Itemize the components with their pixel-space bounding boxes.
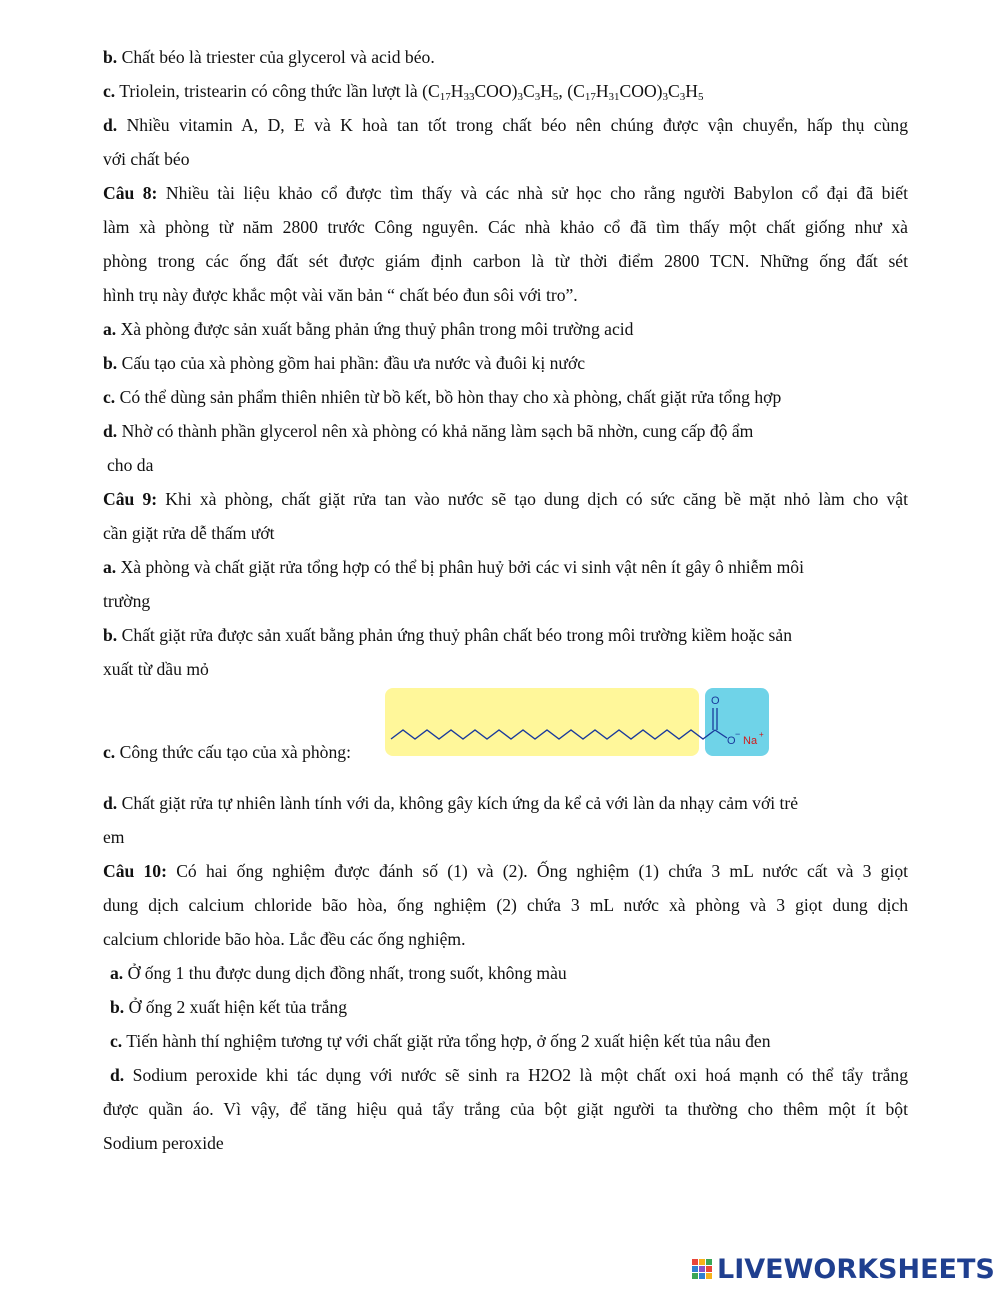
question-8-line-1 [103,176,908,210]
formula-part: H [685,81,699,101]
option-label: a. [103,319,117,339]
option-text: Triolein, tristearin có công thức lần lượt là (C [115,81,440,101]
question-text: làm xà phòng từ năm 2800 trước Công nguyên. Các nhà khảo cổ đã tìm thấy một chất giống như xà [103,217,908,237]
option-label: a. [110,963,124,983]
question-9-line-2 [103,516,908,550]
question-8-line-2 [103,210,908,244]
worksheet-page [103,40,908,1160]
option-label: d. [103,421,118,441]
statement-c-formula [103,74,908,108]
option-label: d. [103,793,118,813]
oxygen-atom: O [711,695,720,707]
q9-option-b-cont [103,652,908,686]
formula-part: H [450,81,464,101]
option-label: c. [103,81,116,101]
option-text: Ở ống 1 thu được dung dịch đồng nhất, trong suốt, không màu [123,963,567,983]
subscript: 3 [662,91,669,103]
q8-option-c [103,380,908,414]
subscript: 17 [439,91,451,103]
subscript: 5 [552,91,559,103]
option-label: b. [103,353,118,373]
q9-option-d [103,786,908,820]
q8-option-d-cont [103,448,908,482]
option-label: c. [110,1031,123,1051]
positive-charge: + [759,730,764,739]
question-9-line-1 [103,482,908,516]
sodium-ion: Na [743,735,758,747]
option-text: với chất béo [103,149,190,169]
formula-part: H [595,81,609,101]
subscript: 33 [463,91,475,103]
q10-option-b [103,990,908,1024]
option-text: Có thể dùng sản phẩm thiên nhiên từ bồ kết, bồ hòn thay cho xà phòng, chất giặt rửa tổng hợp [115,387,782,407]
option-text: Tiến hành thí nghiệm tương tự với chất giặt rửa tổng hợp, ở ống 2 xuất hiện kết tủa nâu đen [122,1031,771,1051]
q9-option-c-caption [103,735,351,769]
option-label: c. [103,742,116,762]
formula-part: COO) [619,81,663,101]
option-text: Ở ống 2 xuất hiện kết tủa trắng [124,997,347,1017]
option-text: được quần áo. Vì vậy, để tăng hiệu quả tẩy trắng của bột giặt người ta thường cho thêm một ít bột [103,1099,908,1119]
option-text: Cấu tạo của xà phòng gồm hai phần: đầu ưa nước và đuôi kị nước [117,353,586,373]
formula-part: C [522,81,535,101]
option-label: b. [103,47,118,67]
option-text: em [103,827,125,847]
question-text: Khi xà phòng, chất giặt rửa tan vào nước sẽ tạo dung dịch có sức căng bề mặt nhỏ làm cho vật [157,489,908,509]
q10-option-d-cont-1 [103,1092,908,1126]
q10-option-d [103,1058,908,1092]
subscript: 31 [608,91,620,103]
subscript: 3 [517,91,523,103]
question-text: calcium chloride bão hòa. Lắc đều các ống nghiệm. [103,929,466,949]
oxygen-anion: O [727,735,736,747]
q8-option-b [103,346,908,380]
question-text: hình trụ này được khắc một vài văn bản “ chất béo đun sôi với tro”. [103,285,578,305]
question-label: Câu 8: [103,183,158,203]
formula-part: COO) [474,81,518,101]
option-text: cho da [107,455,154,475]
question-text: Nhiều tài liệu khảo cổ được tìm thấy và các nhà sử học cho rằng người Babylon cổ đại đã biết [157,183,908,203]
q8-option-d [103,414,908,448]
liveworksheets-logo-icon [691,1257,713,1281]
subscript: 17 [584,91,596,103]
statement-d-vitamin-cont [103,142,908,176]
option-label: b. [110,997,125,1017]
question-8-line-4 [103,278,908,312]
option-label: d. [103,115,118,135]
option-label: a. [103,557,117,577]
q9-option-d-cont [103,820,908,854]
option-text: Xà phòng được sản xuất bằng phản ứng thuỷ phân trong môi trường acid [116,319,634,339]
option-text: trường [103,591,151,611]
formula-part: , (C [558,81,585,101]
q9-option-a-cont [103,584,908,618]
option-label: c. [103,387,116,407]
brand-wordmark: LIVEWORKSHEETS [717,1253,995,1285]
option-text: Công thức cấu tạo của xà phòng: [115,742,351,762]
q9-option-a [103,550,908,584]
option-text: Nhờ có thành phần glycerol nên xà phòng có khả năng làm sạch bã nhờn, cung cấp độ ẩm [117,421,754,441]
q8-option-a [103,312,908,346]
q10-option-a [103,956,908,990]
subscript: 3 [679,91,686,103]
q10-option-d-cont-2 [103,1126,908,1160]
q10-option-c [103,1024,908,1058]
question-text: Có hai ống nghiệm được đánh số (1) và (2). Ống nghiệm (1) chứa 3 mL nước cất và 3 giọt [166,861,908,881]
subscript: 3 [534,91,541,103]
hydrophobic-tail-box [385,688,699,756]
soap-structure-diagram [385,688,775,758]
option-text: Sodium peroxide [103,1133,224,1153]
question-text: dung dịch calcium chloride bão hòa, ống nghiệm (2) chứa 3 mL nước xà phòng và 3 giọt dung dịch [103,895,908,915]
negative-charge: − [735,729,741,739]
option-text: Sodium peroxide khi tác dụng với nước sẽ sinh ra H2O2 là một chất oxi hoá mạnh có thể tẩy trắng [124,1065,908,1085]
option-label: d. [110,1065,125,1085]
formula-part: H [540,81,553,101]
statement-d-vitamin [103,108,908,142]
question-8-line-3 [103,244,908,278]
formula-part: C [668,81,680,101]
option-label: b. [103,625,118,645]
question-10-line-1 [103,854,908,888]
option-text: Nhiều vitamin A, D, E và K hoà tan tốt trong chất béo nên chúng được vận chuyển, hấp thụ cùng [117,115,908,135]
option-text: Chất béo là triester của glycerol và acid béo. [117,47,435,67]
q9-option-c [103,686,908,786]
question-text: phòng trong các ống đất sét được giám định carbon là từ thời điểm 2800 TCN. Những ống đất sét [103,251,908,271]
question-10-line-2 [103,888,908,922]
liveworksheets-brand [691,1252,995,1286]
q9-option-b [103,618,908,652]
question-text: cần giặt rửa dễ thấm ướt [103,523,275,543]
question-label: Câu 9: [103,489,158,509]
option-text: xuất từ dầu mỏ [103,659,209,679]
option-text: Chất giặt rửa tự nhiên lành tính với da, không gây kích ứng da kể cả với làn da nhạy cảm với trẻ [117,793,799,813]
question-10-line-3 [103,922,908,956]
subscript: 5 [698,91,704,103]
statement-b-fat [103,40,908,74]
option-text: Xà phòng và chất giặt rửa tổng hợp có thể bị phân huỷ bởi các vi sinh vật nên ít gây ô nhiễm môi [116,557,804,577]
question-label: Câu 10: [103,861,167,881]
option-text: Chất giặt rửa được sản xuất bằng phản ứng thuỷ phân chất béo trong môi trường kiềm hoặc sản [117,625,793,645]
